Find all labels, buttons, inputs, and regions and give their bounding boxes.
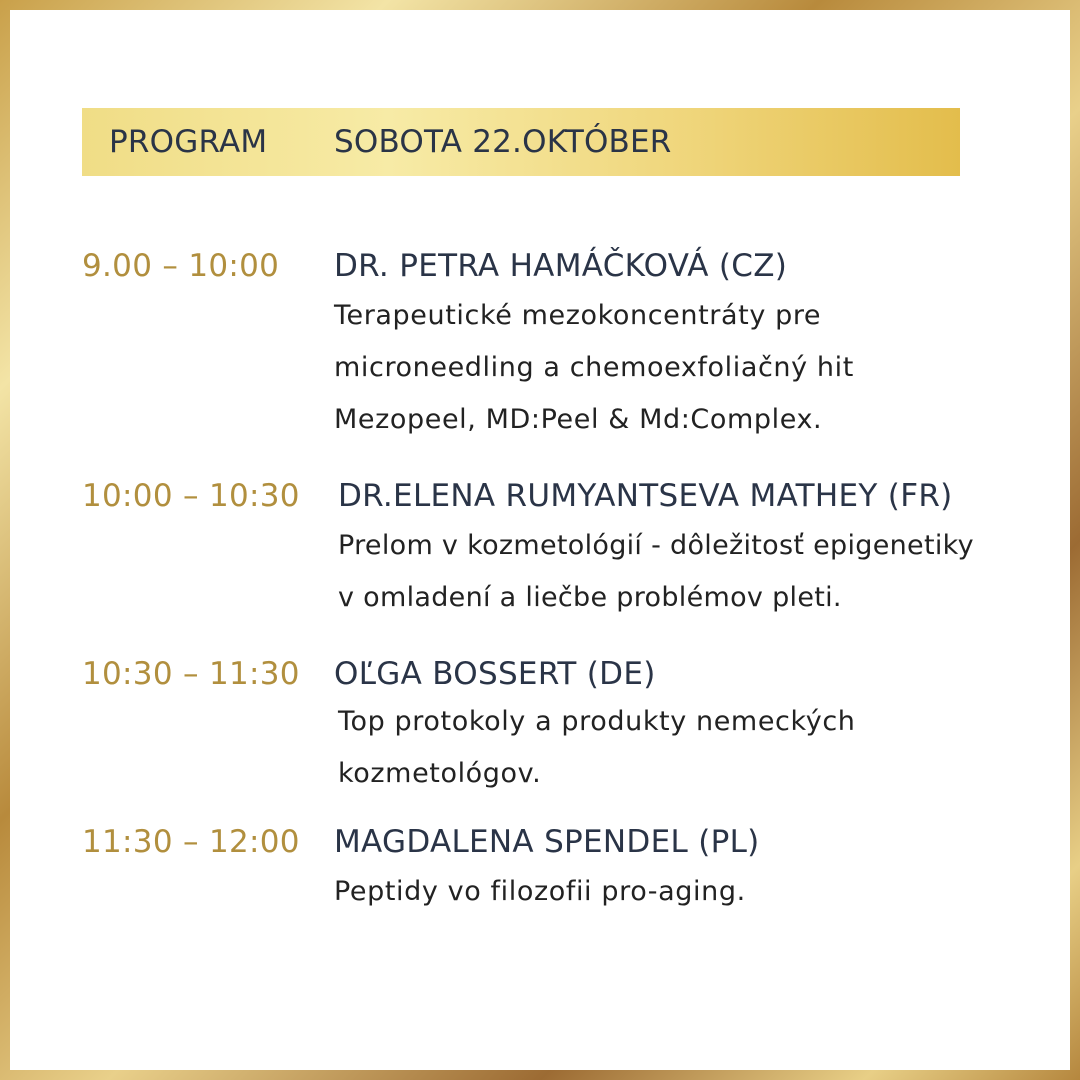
session-description — [334, 866, 746, 918]
description-line: Peptidy vo filozofii pro-aging. — [334, 876, 746, 907]
session-description — [338, 520, 974, 624]
session-speaker: MAGDALENA SPENDEL (PL) — [334, 824, 760, 860]
description-line: kozmetológov. — [338, 758, 542, 789]
session-description — [338, 696, 856, 800]
session-description — [334, 290, 854, 446]
session-time: 11:30 – 12:00 — [82, 824, 300, 860]
session-speaker: DR. PETRA HAMÁČKOVÁ (CZ) — [334, 248, 788, 284]
session-time: 10:30 – 11:30 — [82, 656, 300, 692]
session-time: 9.00 – 10:00 — [82, 248, 280, 284]
program-header — [82, 108, 960, 176]
description-line: Prelom v kozmetológií - dôležitosť epigenetiky — [338, 530, 974, 561]
description-line: Terapeutické mezokoncentráty pre — [334, 300, 822, 331]
description-line: Top protokoly a produkty nemeckých — [338, 706, 856, 737]
description-line: Mezopeel, MD:Peel & Md:Complex. — [334, 404, 823, 435]
session-time: 10:00 – 10:30 — [82, 478, 300, 514]
program-label: PROGRAM — [109, 124, 268, 160]
description-line: v omladení a liečbe problémov pleti. — [338, 582, 842, 613]
description-line: microneedling a chemoexfoliačný hit — [334, 352, 854, 383]
session-speaker: OĽGA BOSSERT (DE) — [334, 656, 656, 692]
program-date: SOBOTA 22.OKTÓBER — [334, 124, 672, 160]
session-speaker: DR.ELENA RUMYANTSEVA MATHEY (FR) — [338, 478, 953, 514]
